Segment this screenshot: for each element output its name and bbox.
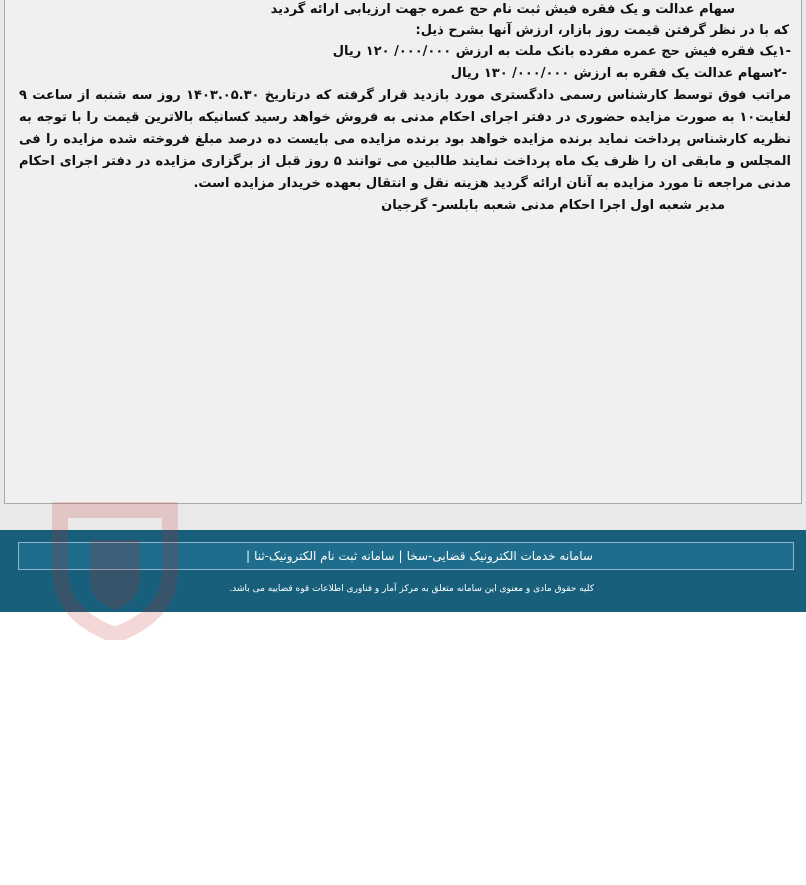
notice-line-4: -۲سهام عدالت یک فقره به ارزش ۰۰۰/۰۰۰/ ۱۳۰ ریال	[450, 66, 787, 81]
notice-line-3: -۱یک فقره فیش حج عمره مفرده بانک ملت به ارزش ۰۰۰/۰۰۰/ ۱۲۰ ریال	[332, 44, 791, 59]
notice-line-1: سهام عدالت و یک فقره فیش ثبت نام حج عمره جهت ارزیابی ارائه گردید	[270, 2, 735, 17]
footer-separator: |	[398, 549, 403, 563]
footer-link-sana[interactable]: سامانه ثبت نام الکترونیک-ثنا	[254, 549, 395, 563]
notice-line-2: که با در نظر گرفتن قیمت روز بازار، ارزش آنها بشرح ذیل:	[415, 23, 789, 38]
notice-signature: مدیر شعبه اول اجرا احکام مدنی شعبه بابلسر- گرجیان	[381, 198, 725, 213]
shield-watermark-icon	[50, 500, 180, 640]
footer-copyright: کلیه حقوق مادی و معنوی این سامانه متعلق به مرکز آمار و فناوری اطلاعات قوه قضاییه می باشد.	[229, 584, 594, 594]
footer-link-sakha[interactable]: سامانه خدمات الکترونیک قضایی-سخا	[406, 549, 593, 563]
notice-paragraph: مراتب فوق توسط کارشناس رسمی دادگستری مورد بازدید قرار گرفته که درتاریخ ۱۴۰۳.۰۵.۳۰ روز سه شنبه از ساعت ۹ لغایت۱۰ به صورت مزایده حضوری در دفتر اجرای احکام مدنی به فروش خواهد رسید کسانیکه بالاترین قیمت را با توجه به نظریه کارشناس پرداخت نماید برنده مزایده خواهد بود برنده مزایده می بایست ده درصد مبلغ فروخته شده مزایده را فی المجلس و مابقی ان را ظرف یک ماه پرداخت نمایند طالبین می توانند ۵ روز قبل از برگزاری مزایده در دفتر اجرای احکام مدنی مراجعه تا مورد مزایده به آنان ارائه گردید هزینه نقل و انتقال بعهده خریدار مزایده است.	[19, 88, 791, 191]
notice-text	[5, 0, 801, 217]
footer-separator-end: |	[246, 549, 251, 563]
notice-panel	[4, 0, 802, 504]
